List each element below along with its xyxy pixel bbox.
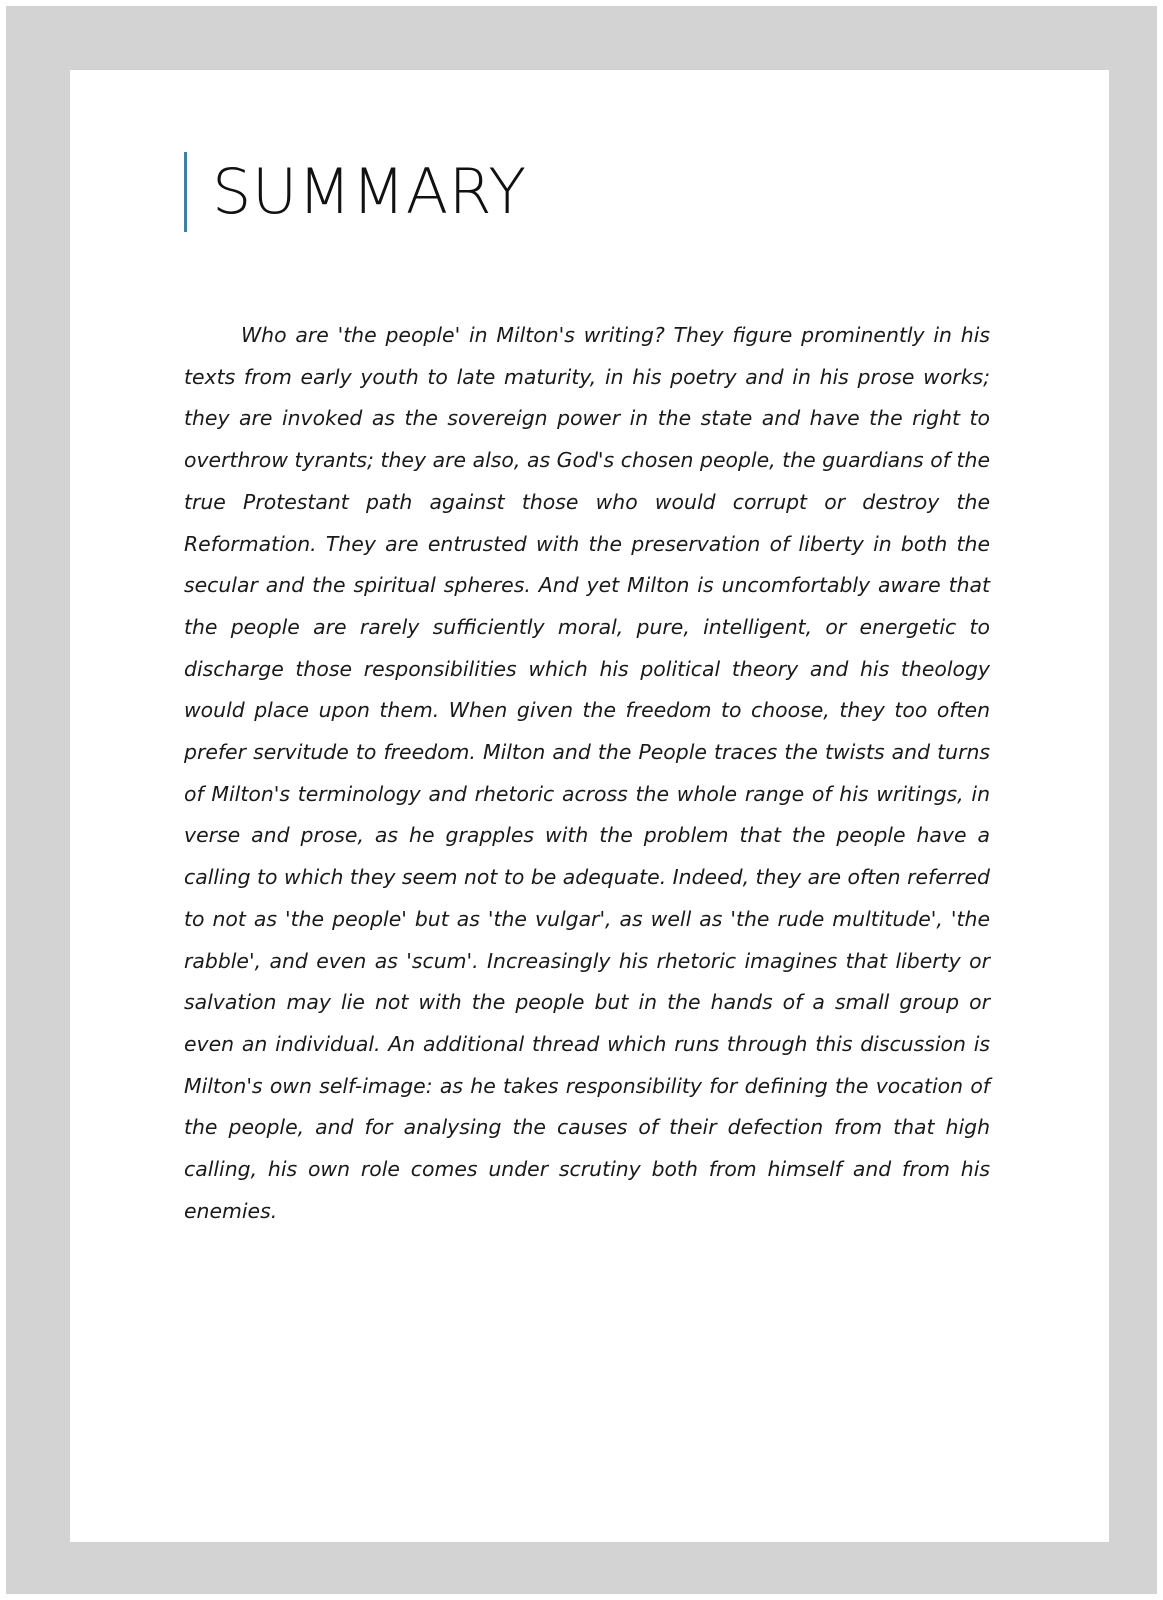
summary-paragraph: Who are 'the people' in Milton's writing? They figure prominently in his texts from early youth to late maturity, in his poetry and in his prose works; they are invoked as the sovereign power in the state and have the right to overthrow tyrants; they are also, as God's chosen people, the guardians of the true Protestant path against those who would corrupt or destroy the Reformation. They are entrusted with the preservation of liberty in both the secular and the spiritual spheres. And yet Milton is uncomfortably aware that the people are rarely sufficiently moral, pure, intelligent, or energetic to discharge those responsibilities which his political theory and his theology would place upon them. When given the freedom to choose, they too often prefer servitude to freedom. Milton and the People traces the twists and turns of Milton's terminology and rhetoric across the whole range of his writings, in verse and prose, as he grapples with the problem that the people have a calling to which they seem not to be adequate. Indeed, they are often referred to not as 'the people' but as 'the vulgar', as well as 'the rude multitude', 'the rabble', and even as 'scum'. Increasingly his rhetoric imagines that liberty or salvation may lie not with the people but in the hands of a small group or even an individual. An additional thread which runs through this discussion is Milton's own self-image: as he takes responsibility for defining the vocation of the people, and for analysing the causes of their defection from that high calling, his own role comes under scrutiny both from himself and from his enemies. xyxy=(184,323,990,1223)
title-block xyxy=(184,152,527,232)
page-frame xyxy=(6,6,1157,1594)
title-accent-bar xyxy=(184,152,187,232)
page-title: SUMMARY xyxy=(212,155,527,228)
document-page xyxy=(70,70,1109,1542)
